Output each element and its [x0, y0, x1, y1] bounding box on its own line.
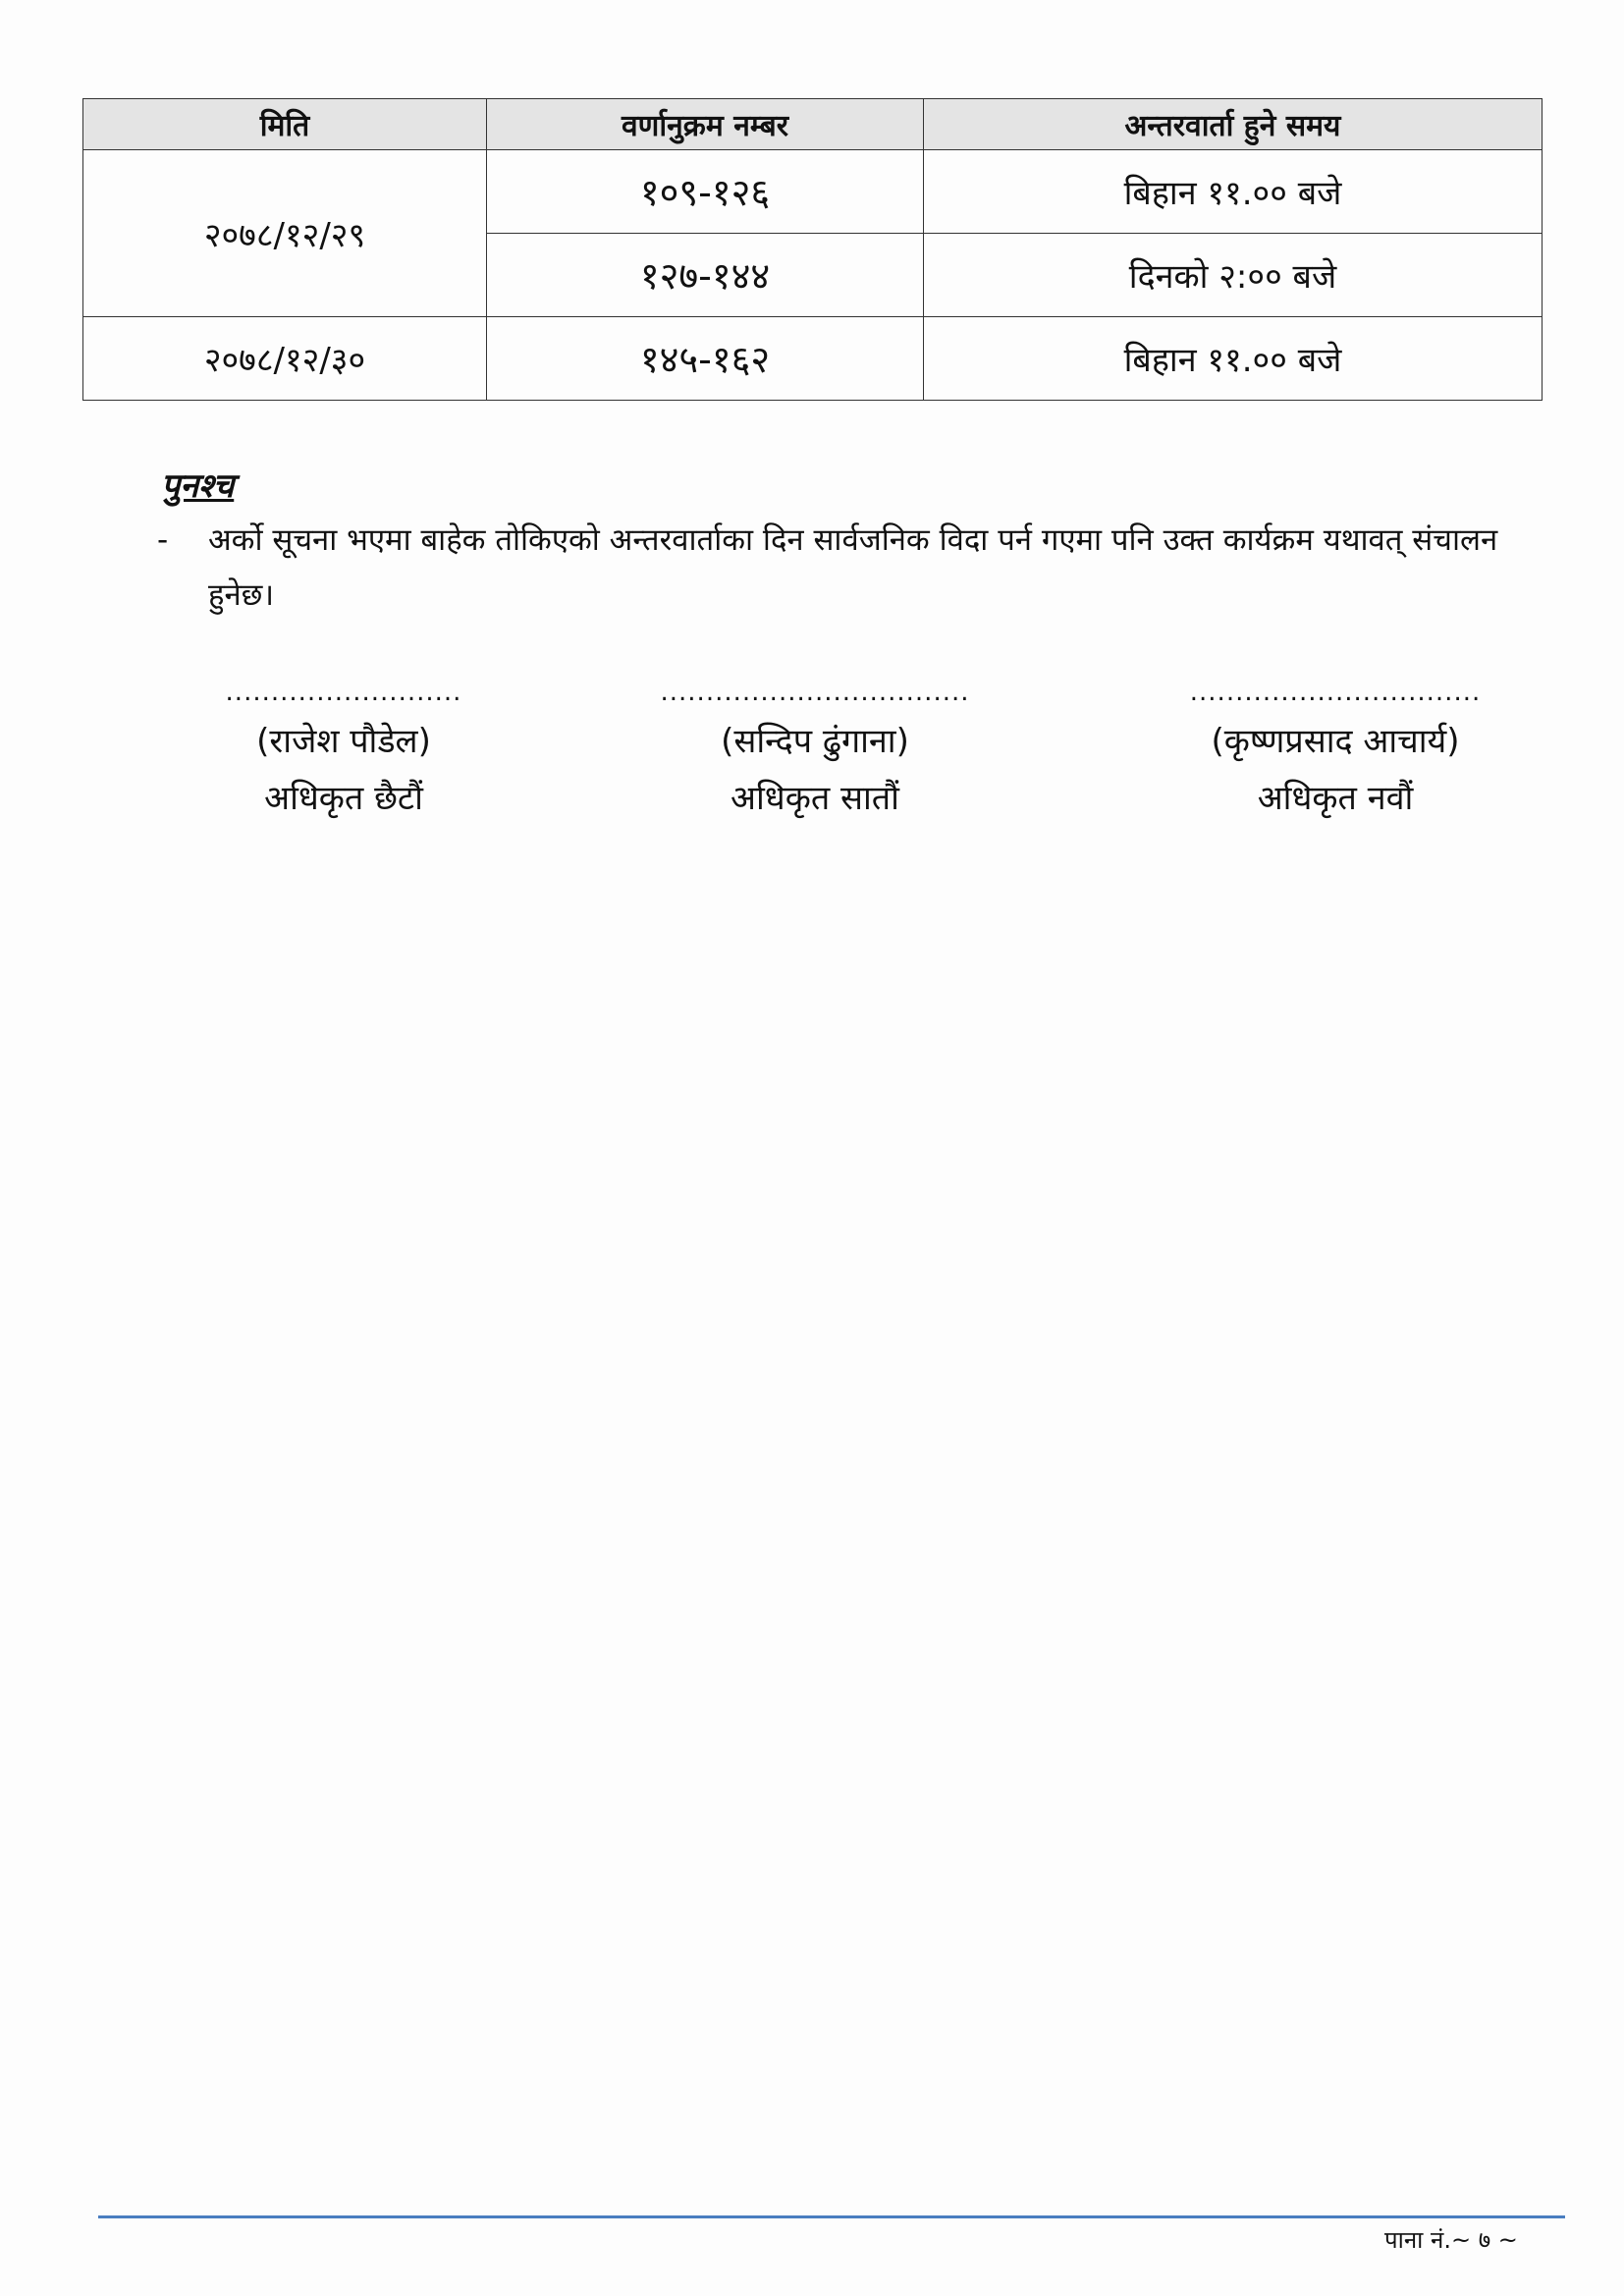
list-dash: -	[157, 522, 169, 558]
signature-line: ................................	[1189, 678, 1482, 707]
postscript-note	[157, 513, 1532, 623]
signatory-name: (राजेश पौडेल)	[256, 722, 431, 761]
signature-line: ..........................	[225, 678, 462, 707]
cell-roll-range: १०९-१२६	[487, 150, 924, 234]
table-row	[83, 317, 1543, 401]
header-roll-number: वर्णानुक्रम नम्बर	[487, 99, 924, 150]
signatory-name: (कृष्णप्रसाद आचार्य)	[1211, 722, 1460, 761]
signatory-title: अधिकृत सातौं	[731, 779, 899, 818]
header-date: मिति	[83, 99, 487, 150]
cell-time: बिहान ११.०० बजे	[924, 150, 1543, 234]
page-number: पाना नं.~ ७ ~	[1384, 2226, 1518, 2254]
interview-schedule-table	[82, 98, 1543, 401]
cell-roll-range: १२७-१४४	[487, 234, 924, 317]
cell-roll-range: १४५-१६२	[487, 317, 924, 401]
cell-time: दिनको २:०० बजे	[924, 234, 1543, 317]
signature-line: ..................................	[660, 678, 970, 707]
postscript-text: अर्को सूचना भएमा बाहेक तोकिएको अन्तरवार्ताका दिन सार्वजनिक विदा पर्न गएमा पनि उक्त कार्यक्रम यथावत् संचालन हुनेछ।	[208, 522, 1498, 613]
cell-date: २०७८/१२/३०	[83, 317, 487, 401]
signatory-title: अधिकृत नवौं	[1257, 779, 1414, 818]
cell-time: बिहान ११.०० बजे	[924, 317, 1543, 401]
footer-divider	[98, 2215, 1565, 2218]
cell-date: २०७८/१२/२९	[83, 150, 487, 317]
signatory-title: अधिकृत छैटौं	[264, 779, 423, 818]
signature-block	[648, 678, 982, 827]
signature-block	[1173, 678, 1497, 827]
signature-block	[206, 678, 481, 827]
table-header-row	[83, 99, 1543, 150]
postscript-heading: पुनश्च	[161, 466, 235, 506]
table-row	[83, 150, 1543, 234]
header-interview-time: अन्तरवार्ता हुने समय	[924, 99, 1543, 150]
signatory-name: (सन्दिप ढुंगाना)	[721, 722, 909, 761]
